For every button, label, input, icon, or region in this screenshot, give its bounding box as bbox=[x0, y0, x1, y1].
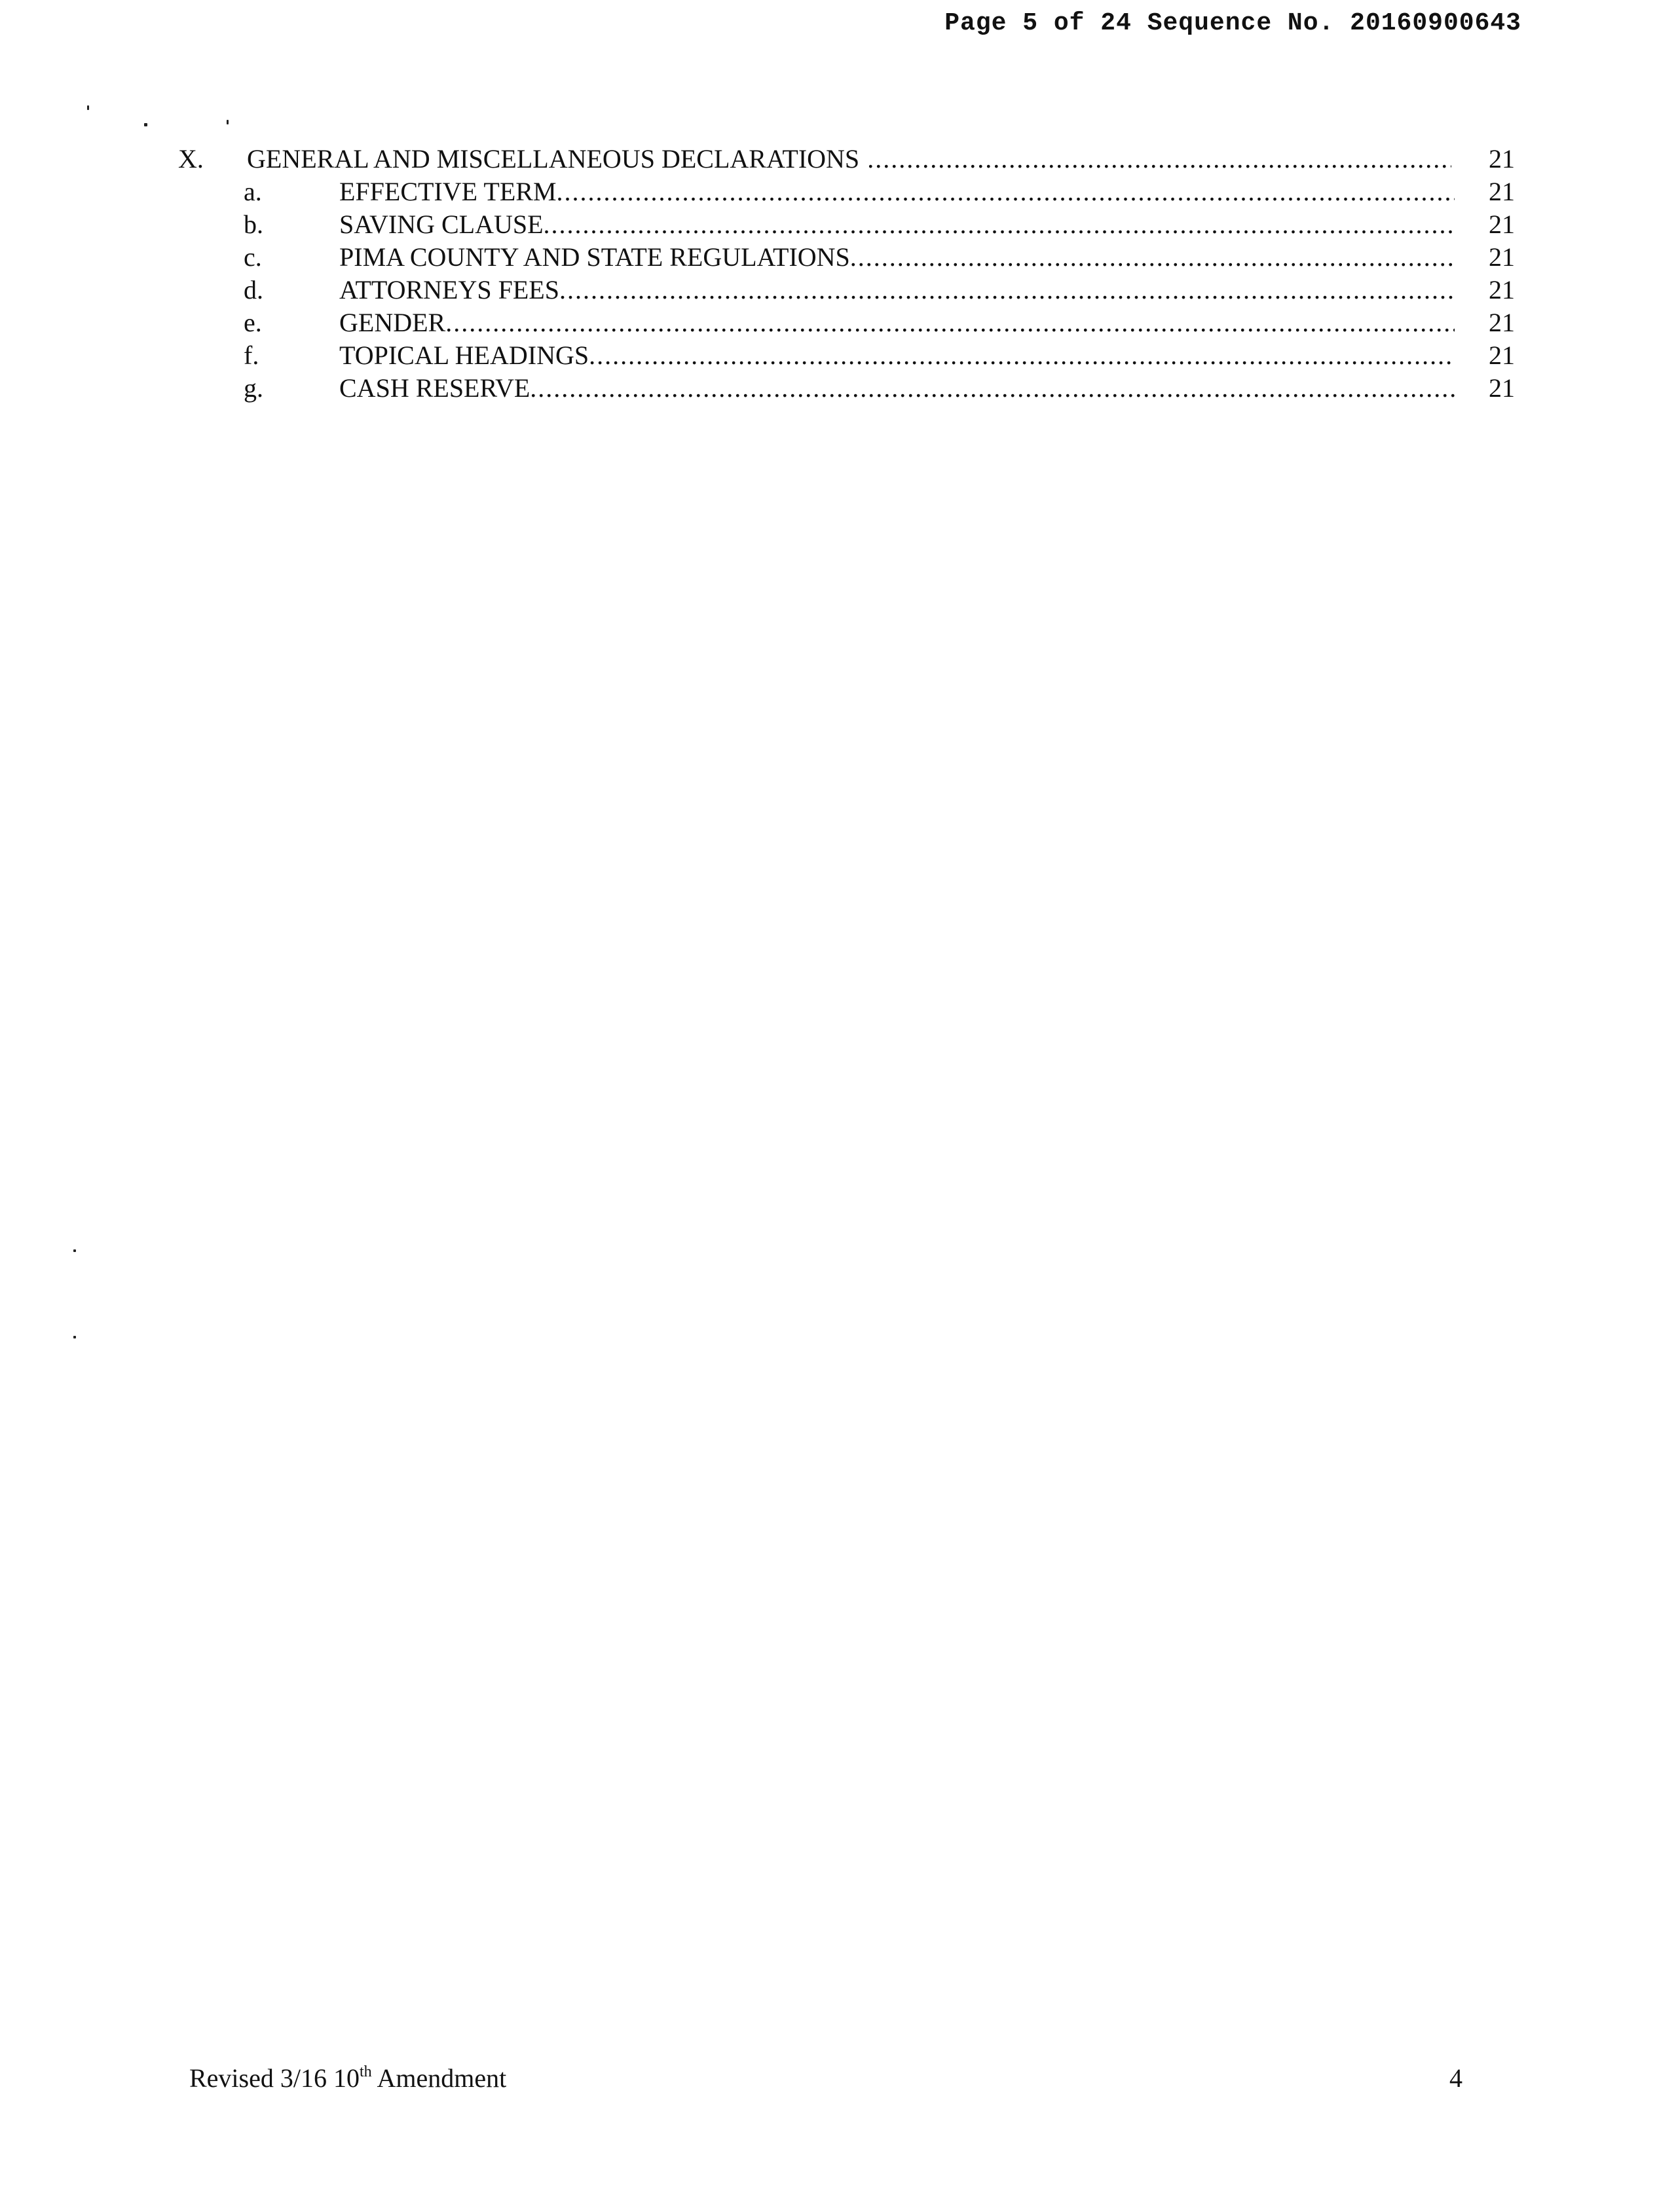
footer-revision bbox=[189, 2063, 506, 2093]
dot-leader bbox=[859, 143, 1451, 175]
toc-item-page: 21 bbox=[1489, 308, 1515, 337]
dot-leader bbox=[544, 208, 1455, 241]
scan-speck bbox=[144, 123, 147, 126]
toc-item-row bbox=[0, 175, 1676, 208]
toc-item-letter: e. bbox=[244, 308, 262, 337]
toc-section-title: GENERAL AND MISCELLANEOUS DECLARATIONS bbox=[247, 144, 860, 174]
toc-item-row bbox=[0, 306, 1676, 339]
toc-item-row bbox=[0, 241, 1676, 274]
toc-item-letter: d. bbox=[244, 275, 263, 304]
dot-leader bbox=[557, 175, 1455, 208]
toc-item-page: 21 bbox=[1489, 341, 1515, 370]
toc-item-row bbox=[0, 372, 1676, 405]
footer-ordinal-suffix: th bbox=[359, 2063, 372, 2080]
toc-item-row bbox=[0, 274, 1676, 306]
scan-speck bbox=[227, 120, 229, 124]
recording-stamp: Page 5 of 24 Sequence No. 20160900643 bbox=[944, 9, 1521, 37]
toc-item-title: CASH RESERVE bbox=[339, 373, 531, 403]
toc-item-letter: b. bbox=[244, 210, 263, 239]
toc-item-title: TOPICAL HEADINGS bbox=[339, 341, 589, 370]
toc-item-title: GENDER bbox=[339, 308, 446, 337]
dot-leader bbox=[559, 274, 1455, 306]
table-of-contents bbox=[0, 143, 1676, 405]
toc-item-row bbox=[0, 208, 1676, 241]
toc-item-row bbox=[0, 339, 1676, 372]
scan-speck bbox=[73, 1249, 76, 1252]
toc-item-title: SAVING CLAUSE bbox=[339, 210, 544, 239]
toc-item-page: 21 bbox=[1489, 210, 1515, 239]
dot-leader bbox=[530, 372, 1455, 405]
toc-item-letter: a. bbox=[244, 177, 262, 206]
scan-speck bbox=[87, 105, 89, 110]
footer-revised-text: Revised 3/16 10 bbox=[189, 2063, 360, 2093]
toc-item-letter: c. bbox=[244, 242, 262, 272]
toc-item-title: PIMA COUNTY AND STATE REGULATIONS bbox=[339, 242, 850, 272]
toc-item-letter: g. bbox=[244, 373, 263, 403]
scan-speck bbox=[73, 1336, 76, 1338]
toc-item-page: 21 bbox=[1489, 275, 1515, 304]
footer-page-number: 4 bbox=[1449, 2063, 1462, 2093]
toc-item-page: 21 bbox=[1489, 242, 1515, 272]
toc-item-page: 21 bbox=[1489, 373, 1515, 403]
toc-section-number: X. bbox=[178, 144, 204, 174]
toc-item-letter: f. bbox=[244, 341, 259, 370]
dot-leader bbox=[445, 306, 1455, 339]
toc-section-page: 21 bbox=[1489, 144, 1515, 174]
dot-leader bbox=[850, 241, 1455, 274]
dot-leader bbox=[589, 339, 1455, 372]
toc-section-row bbox=[0, 143, 1676, 175]
toc-item-title: ATTORNEYS FEES bbox=[339, 275, 559, 304]
toc-item-title: EFFECTIVE TERM bbox=[339, 177, 557, 206]
footer-amendment-text: Amendment bbox=[371, 2063, 507, 2093]
toc-item-page: 21 bbox=[1489, 177, 1515, 206]
